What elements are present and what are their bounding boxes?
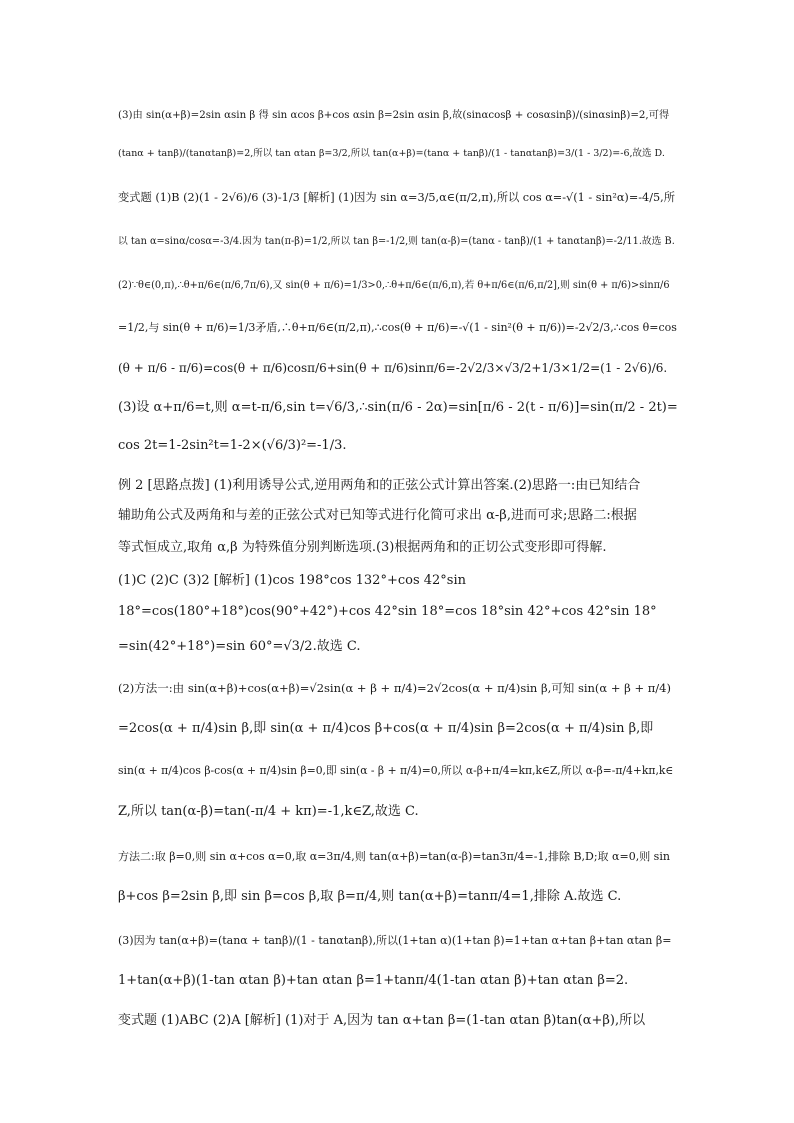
text-line: β+cos β=2sin β,即 sin β=cos β,取 β=π/4,则 tan(α+β)=tanπ/4=1,排除 A.故选 C.	[118, 889, 622, 904]
text-line: (θ + π/6 - π/6)=cos(θ + π/6)cosπ/6+sin(θ + π/6)sinπ/6=-2√2/3×√3/2+1/3×1/2=(1 - 2√6)/6.	[118, 361, 668, 375]
text-line: =1/2,与 sin(θ + π/6)=1/3矛盾,∴θ+π/6∈(π/2,π),∴cos(θ + π/6)=-√(1 - sin²(θ + π/6))=-2√2/3,∴cos θ=cos	[118, 321, 677, 334]
text-line: 例 2 [思路点拨] (1)利用诱导公式,逆用两角和的正弦公式计算出答案.(2)思路一:由已知结合	[118, 478, 641, 493]
text-line: (tanα + tanβ)/(tanαtanβ)=2,所以 tan αtan β=3/2,所以 tan(α+β)=(tanα + tanβ)/(1 - tanαtanβ)=3/(1 - 3/2)=-6,故选 D.	[118, 148, 665, 159]
text-line: 等式恒成立,取角 α,β 为特殊值分别判断选项.(3)根据两角和的正切公式变形即可得解.	[118, 540, 607, 555]
text-line: 变式题 (1)B (2)(1 - 2√6)/6 (3)-1/3 [解析] (1)因为 sin α=3/5,α∈(π/2,π),所以 cos α=-√(1 - sin²α)=-4/5,所	[118, 191, 675, 204]
text-line: 辅助角公式及两角和与差的正弦公式对已知等式进行化简可求出 α-β,进而可求;思路二:根据	[118, 508, 637, 523]
text-line: 变式题 (1)ABC (2)A [解析] (1)对于 A,因为 tan α+tan β=(1-tan αtan β)tan(α+β),所以	[118, 1013, 646, 1028]
text-line: (3)设 α+π/6=t,则 α=t-π/6,sin t=√6/3,∴sin(π/6 - 2α)=sin[π/6 - 2(t - π/6)]=sin(π/2 - 2t)=	[118, 400, 678, 415]
text-line: (1)C (2)C (3)2 [解析] (1)cos 198°cos 132°+cos 42°sin	[118, 573, 466, 588]
text-line: (3)因为 tan(α+β)=(tanα + tanβ)/(1 - tanαtanβ),所以(1+tan α)(1+tan β)=1+tan α+tan β+tan αtan β=	[118, 934, 672, 947]
text-line: =2cos(α + π/4)sin β,即 sin(α + π/4)cos β+cos(α + π/4)sin β=2cos(α + π/4)sin β,即	[118, 721, 654, 736]
text-line: (2)∵θ∈(0,π),∴θ+π/6∈(π/6,7π/6),又 sin(θ + π/6)=1/3>0,∴θ+π/6∈(π/6,π),若 θ+π/6∈(π/6,π/2],则 sin(θ + π/6)>sinπ/6	[118, 280, 670, 291]
text-line: sin(α + π/4)cos β-cos(α + π/4)sin β=0,即 sin(α - β + π/4)=0,所以 α-β+π/4=kπ,k∈Z,所以 α-β=-π/4+kπ,k∈	[118, 764, 674, 777]
text-line: Z,所以 tan(α-β)=tan(-π/4 + kπ)=-1,k∈Z,故选 C.	[118, 804, 419, 819]
text-line: 方法二:取 β=0,则 sin α+cos α=0,取 α=3π/4,则 tan(α+β)=tan(α-β)=tan3π/4=-1,排除 B,D;取 α=0,则 sin	[118, 850, 670, 863]
text-line: cos 2t=1-2sin²t=1-2×(√6/3)²=-1/3.	[118, 438, 347, 453]
text-line: 以 tan α=sinα/cosα=-3/4.因为 tan(π-β)=1/2,所以 tan β=-1/2,则 tan(α-β)=(tanα - tanβ)/(1 + tanαtanβ)=-2/11.故选 B.	[118, 236, 675, 247]
text-line: 1+tan(α+β)(1-tan αtan β)+tan αtan β=1+tanπ/4(1-tan αtan β)+tan αtan β=2.	[118, 973, 629, 988]
text-line: =sin(42°+18°)=sin 60°=√3/2.故选 C.	[118, 639, 361, 654]
text-line: (2)方法一:由 sin(α+β)+cos(α+β)=√2sin(α + β + π/4)=2√2cos(α + π/4)sin β,可知 sin(α + β + π/4)	[118, 681, 671, 695]
text-line: 18°=cos(180°+18°)cos(90°+42°)+cos 42°sin 18°=cos 18°sin 42°+cos 42°sin 18°	[118, 604, 657, 619]
text-line: (3)由 sin(α+β)=2sin αsin β 得 sin αcos β+cos αsin β=2sin αsin β,故(sinαcosβ + cosαsinβ)/(sinαsinβ)=2,可得	[118, 109, 670, 121]
